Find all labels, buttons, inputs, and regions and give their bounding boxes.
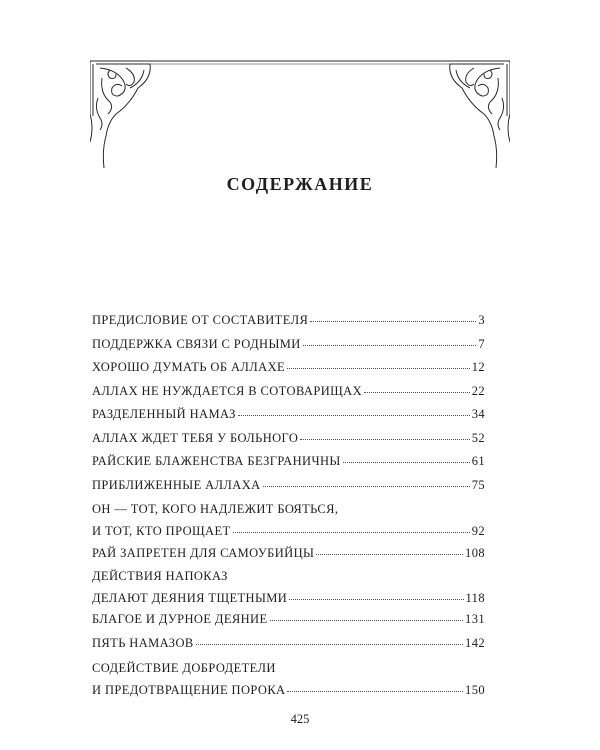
toc-entry-title: ПЯТЬ НАМАЗОВ: [92, 636, 194, 650]
toc-entry: [92, 384, 485, 399]
toc-leader-dots: [303, 344, 477, 346]
toc-entry: [92, 337, 485, 352]
page-title: СОДЕРЖАНИЕ: [226, 174, 374, 194]
toc-page-number: 131: [465, 612, 485, 626]
header-ornament: [90, 58, 510, 170]
toc-leader-dots: [287, 690, 463, 692]
toc-leader-dots: [233, 531, 470, 533]
toc-page-number: 22: [471, 384, 485, 398]
toc-entry: [92, 360, 485, 375]
toc-page-number: 12: [471, 360, 485, 374]
toc-page-number: 118: [465, 591, 485, 605]
toc-entry-title: ХОРОШО ДУМАТЬ ОБ АЛЛАХЕ: [92, 360, 286, 374]
toc-entry: [92, 454, 485, 469]
toc-entry-title: РАЙ ЗАПРЕТЕН ДЛЯ САМОУБИЙЦЫ: [92, 546, 315, 560]
toc-entry: [92, 636, 485, 651]
toc-leader-dots: [364, 391, 470, 393]
toc-leader-dots: [300, 438, 469, 440]
toc-entry-title: АЛЛАХ НЕ НУЖДАЕТСЯ В СОТОВАРИЩАХ: [92, 384, 362, 398]
toc-entry: [92, 661, 485, 698]
toc-entry: [92, 569, 485, 606]
toc-entry-title: ПРИБЛИЖЕННЫЕ АЛЛАХА: [92, 478, 261, 492]
toc-leader-dots: [270, 619, 464, 621]
toc-page-number: 75: [471, 478, 485, 492]
toc-leader-dots: [316, 553, 463, 555]
toc-page-number: 34: [471, 407, 485, 421]
toc-page-number: 142: [465, 636, 485, 650]
toc-page-number: 61: [471, 454, 485, 468]
toc-entry-title: РАЗДЕЛЕННЫЙ НАМАЗ: [92, 407, 236, 421]
toc-leader-dots: [310, 320, 476, 322]
toc-page-number: 92: [471, 524, 485, 538]
toc-page-number: 108: [465, 546, 485, 560]
toc-page-number: 150: [465, 683, 485, 697]
toc-leader-dots: [343, 461, 470, 463]
toc-entry-title: ПРЕДИСЛОВИЕ ОТ СОСТАВИТЕЛЯ: [92, 313, 309, 327]
toc-page-number: 7: [478, 337, 485, 351]
toc-entry: [92, 502, 485, 539]
toc-entry-title: ДЕЛАЮТ ДЕЯНИЯ ТЩЕТНЫМИ: [92, 591, 288, 605]
toc-entry-title: СОДЕЙСТВИЕ ДОБРОДЕТЕЛИ: [92, 661, 276, 675]
toc-entry-title: И ТОТ, КТО ПРОЩАЕТ: [92, 524, 231, 538]
toc-entry: [92, 478, 485, 493]
toc-entry: [92, 546, 485, 561]
toc-entry-title: РАЙСКИЕ БЛАЖЕНСТВА БЕЗГРАНИЧНЫ: [92, 454, 341, 468]
toc-leader-dots: [289, 598, 463, 600]
toc-entry-title: АЛЛАХ ЖДЕТ ТЕБЯ У БОЛЬНОГО: [92, 431, 299, 445]
toc-entry: [92, 407, 485, 422]
toc-leader-dots: [263, 485, 470, 487]
toc-entry-title: ОН — ТОТ, КОГО НАДЛЕЖИТ БОЯТЬСЯ,: [92, 502, 339, 516]
toc-page-number: 52: [471, 431, 485, 445]
toc-entry: [92, 612, 485, 627]
toc-page-number: 3: [478, 313, 485, 327]
toc-leader-dots: [287, 367, 470, 369]
toc-entry-title: ДЕЙСТВИЯ НАПОКАЗ: [92, 569, 228, 583]
toc-leader-dots: [238, 414, 470, 416]
toc-entry-title: ПОДДЕРЖКА СВЯЗИ С РОДНЫМИ: [92, 337, 301, 351]
toc-leader-dots: [196, 643, 463, 645]
toc-entry: [92, 431, 485, 446]
toc-entry-title: И ПРЕДОТВРАЩЕНИЕ ПОРОКА: [92, 683, 286, 697]
page-number: 425: [290, 712, 310, 726]
toc-entry-title: БЛАГОЕ И ДУРНОЕ ДЕЯНИЕ: [92, 612, 268, 626]
toc-entry: [92, 313, 485, 328]
